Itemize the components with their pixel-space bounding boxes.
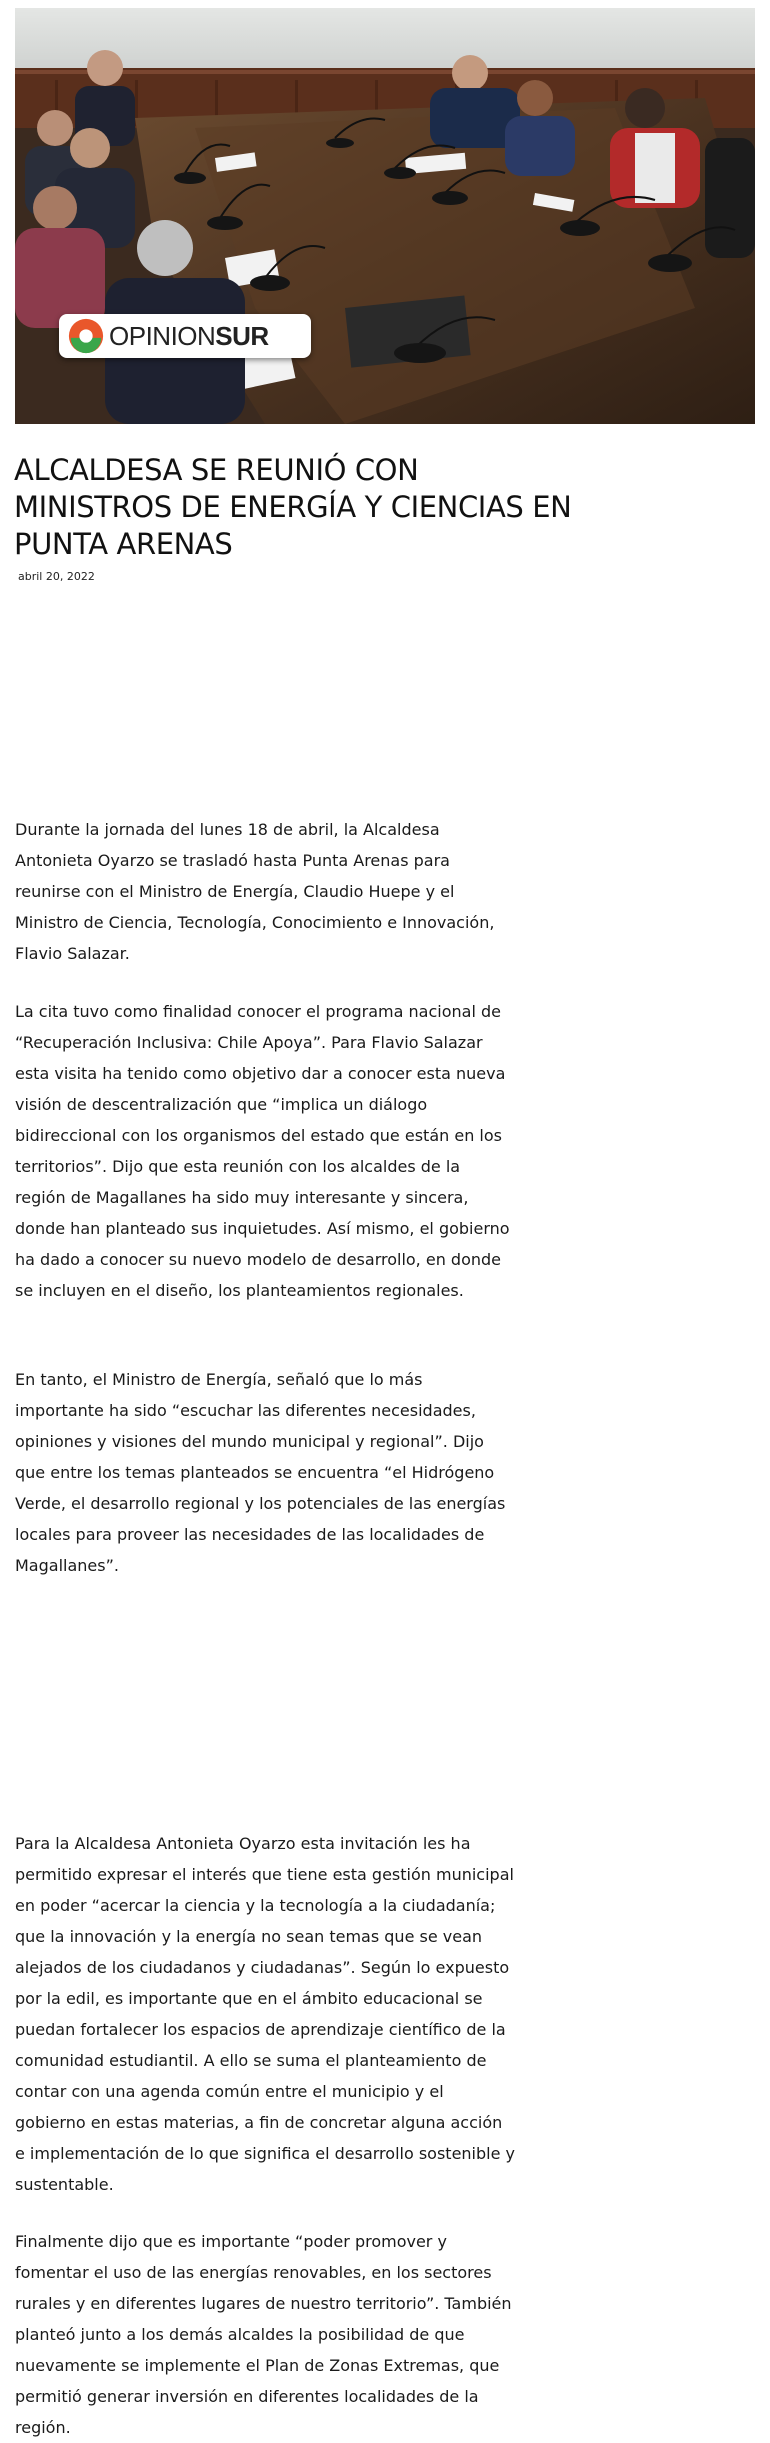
article-hero-photo <box>15 8 755 424</box>
logo-text-bold: SUR <box>215 321 269 351</box>
article-paragraph: En tanto, el Ministro de Energía, señaló que lo más importante ha sido “escuchar las diferentes necesidades, opiniones y visiones del mundo municipal y regional”. Dijo que entre los temas planteados se encuentra “el Hidrógeno Verde, el desarrollo regional y los potenciales de las energías locales para proveer las necesidades de las localidades de Magallanes”. <box>15 1370 506 1575</box>
article-paragraph: Finalmente dijo que es importante “poder promover y fomentar el uso de las energías renovables, en los sectores rurales y en diferentes lugares de nuestro territorio”. También planteó junto a los demás alcaldes la posibilidad de que nuevamente se implemente el Plan de Zonas Extremas, que permitió generar inversión en diferentes localidades de la región. <box>15 2232 512 2437</box>
article-paragraph: Para la Alcaldesa Antonieta Oyarzo esta invitación les ha permitido expresar el interés que tiene esta gestión municipal en poder “acercar la ciencia y la tecnología a la ciudadanía; que la innovación y la energía no sean temas que se vean alejados de los ciudadanos y ciudadanas”. Según lo expuesto por la edil, es importante que en el ámbito educacional se puedan fortalecer los espacios de aprendizaje científico de la comunidad estudiantil. A ello se suma el planteamiento de contar con una agenda común entre el municipio y el gobierno en estas materias, a fin de concretar alguna acción e implementación de lo que significa el desarrollo sostenible y sustentable. <box>15 1834 515 2194</box>
opinionsur-logo <box>59 314 311 358</box>
meeting-photo <box>15 8 755 424</box>
article-title: ALCALDESA SE REUNIÓ CON MINISTROS DE ENERGÍA Y CIENCIAS EN PUNTA ARENAS <box>14 453 572 561</box>
article-paragraph: Durante la jornada del lunes 18 de abril, la Alcaldesa Antonieta Oyarzo se trasladó hasta Punta Arenas para reunirse con el Ministro de Energía, Claudio Huepe y el Ministro de Ciencia, Tecnología, Conocimiento e Innovación, Flavio Salazar. <box>15 820 495 963</box>
logo-text-light: OPINION <box>109 321 216 351</box>
opinionsur-logo-icon <box>67 314 105 358</box>
article-paragraph: La cita tuvo como finalidad conocer el programa nacional de “Recuperación Inclusiva: Chile Apoya”. Para Flavio Salazar esta visita ha tenido como objetivo dar a conocer esta nueva visión de descentralización que “implica un diálogo bidireccional con los organismos del estado que están en los territorios”. Dijo que esta reunión con los alcaldes de la región de Magallanes ha sido muy interesante y sincera, donde han planteado sus inquietudes. Así mismo, el gobierno ha dado a conocer su nuevo modelo de desarrollo, en donde se incluyen en el diseño, los planteamientos regionales. <box>15 1002 510 1300</box>
article-date: abril 20, 2022 <box>18 570 95 583</box>
logo-wordmark <box>109 323 269 349</box>
